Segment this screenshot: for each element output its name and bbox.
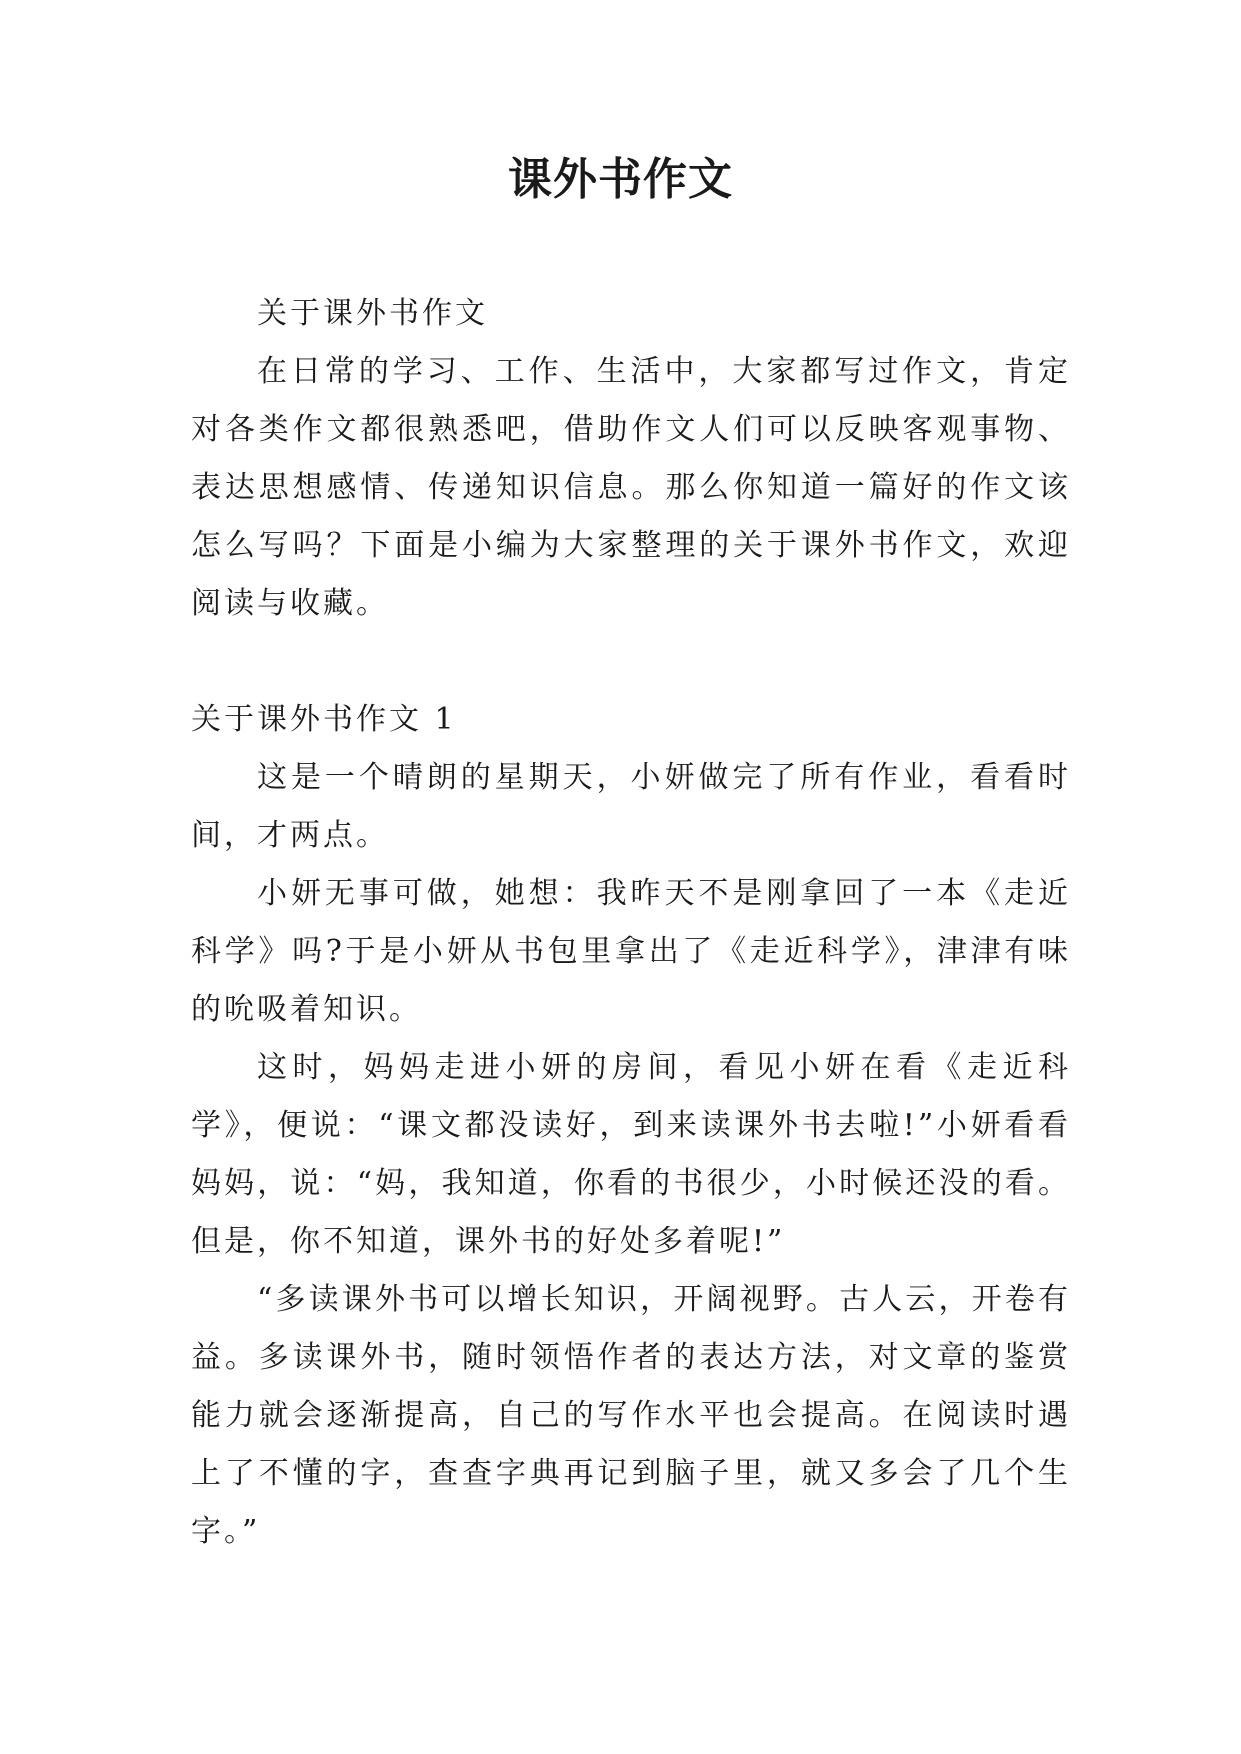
body-paragraph: 小妍无事可做，她想：我昨天不是刚拿回了一本《走近科学》吗?于是小妍从书包里拿出了《走近科学》，津津有味的吮吸着知识。 [191,876,1071,1027]
document-body [191,285,1071,1561]
intro-paragraph: 在日常的学习、工作、生活中，大家都写过作文，肯定对各类作文都很熟悉吧，借助作文人们可以反映客观事物、表达思想感情、传递知识信息。那么你知道一篇好的作文该怎么写吗？下面是小编为大家整理的关于课外书作文，欢迎阅读与收藏。 [191,354,1071,621]
document-title: 课外书作文 [508,154,733,205]
section-spacer [191,633,1071,691]
body-paragraph: 这是一个晴朗的星期天，小妍做完了所有作业，看看时间，才两点。 [191,760,1071,853]
intro-heading: 关于课外书作文 [257,296,488,331]
body-paragraph: “多读课外书可以增长知识，开阔视野。古人云，开卷有益。多读课外书，随时领悟作者的表达方法，对文章的鉴赏能力就会逐渐提高，自己的写作水平也会提高。在阅读时遇上了不懂的字，查查字典再记到脑子里，就又多会了几个生字。” [191,1282,1071,1549]
body-paragraph: 这时，妈妈走进小妍的房间，看见小妍在看《走近科学》，便说：“课文都没读好，到来读课外书去啦!”小妍看看妈妈，说：“妈，我知道，你看的书很少，小时候还没的看。但是，你不知道，课外书的好处多着呢!” [191,1050,1071,1259]
section-heading: 关于课外书作文 1 [191,702,457,737]
